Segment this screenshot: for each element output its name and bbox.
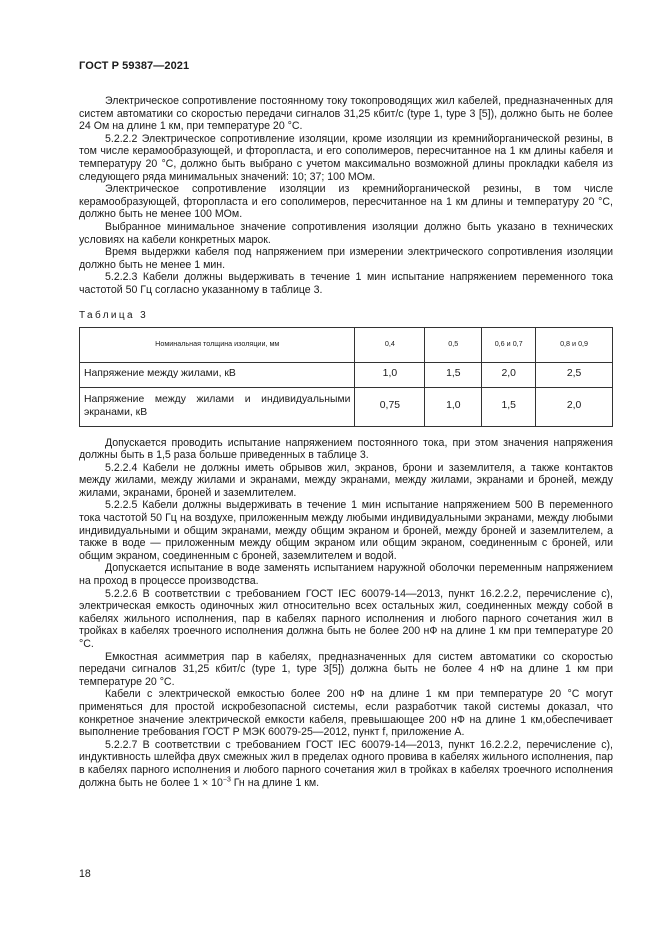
document-body	[79, 95, 613, 789]
table-row-label: Напряжение между жилами, кВ	[80, 362, 355, 387]
table-header-cell: 0,5	[425, 327, 482, 362]
paragraph: Время выдержки кабеля под напряжением при измерении электрического сопротивления изоляции должно быть не менее 1 мин.	[79, 246, 613, 271]
table-header-cell: 0,4	[355, 327, 425, 362]
paragraph: 5.2.2.3 Кабели должны выдерживать в течение 1 мин испытание напряжением переменного тока частотой 50 Гц согласно указанному в таблице 3.	[79, 271, 613, 296]
table-caption: Таблица 3	[79, 309, 149, 321]
table-cell: 1,5	[425, 362, 482, 387]
paragraph-text: 5.2.2.7 В соответствии с требованием ГОСТ IEC 60079-14—2013, пункт 16.2.2.2, перечисление с), индуктивность шлейфа двух смежных жил в пределах одного провива в кабелях жильного исполнения, пар в кабелях парного исполнения и любого парного сочетания жил в тройках в кабелях троечного исполнения должна быть не более 1 × 10	[79, 738, 613, 789]
table-header-cell: 0,6 и 0,7	[482, 327, 536, 362]
paragraph: 5.2.2.4 Кабели не должны иметь обрывов жил, экранов, брони и заземлителя, а также контактов между жилами, между жилами и экранами, между экранами, между жилами, экранами и броней, между жилами, экранами, броней и заземлителем.	[79, 461, 613, 499]
paragraph: 5.2.2.2 Электрическое сопротивление изоляции, кроме изоляции из кремнийорганической резины, в том числе керамообразующей, и фторопласта, и его сополимеров, пересчитанное на 1 км длины кабеля и температуру 20 °С, должно быть выбрано с учетом максимально возможной длины прокладки кабеля из следующего ряда минимальных значений: 10; 37; 100 МОм.	[79, 132, 613, 183]
table-cell: 2,0	[536, 387, 613, 426]
table-header-cell: 0,8 и 0,9	[536, 327, 613, 362]
table-cell: 2,0	[482, 362, 536, 387]
paragraph: Электрическое сопротивление постоянному току токопроводящих жил кабелей, предназначенных для систем автоматики со скоростью передачи сигналов 31,25 кбит/с (type 1, type 3 [5]), должно быть не более 24 Ом на длине 1 км, при температуре 20 °С.	[79, 95, 613, 133]
paragraph: 5.2.2.6 В соответствии с требованием ГОСТ IEC 60079-14—2013, пункт 16.2.2.2, перечисление с), электрическая емкость одиночных жил относительно всех остальных жил, соединенных между собой в кабелях жильного исполнения, пар в кабелях парного исполнения и любого парного сочетания жил в тройках в кабелях троечного исполнения должна быть не более 200 нФ на длине 1 км при температуре 20 °С.	[79, 587, 613, 650]
table-header-row	[80, 327, 613, 362]
paragraph: Емкостная асимметрия пар в кабелях, предназначенных для систем автоматики со скоростью передачи сигналов 31,25 кбит/с (type 1, type 3[5]) должна быть не более 4 нФ на длине 1 км при температуре 20 °С.	[79, 650, 613, 688]
paragraph: Электрическое сопротивление изоляции из кремнийорганической резины, в том числе керамообразующей, фторопласта и его сополимеров, пересчитанное на 1 км длины и температуру 20 °С, должно быть не менее 100 МОм.	[79, 183, 613, 221]
paragraph	[79, 739, 613, 789]
insulation-test-table	[79, 327, 613, 427]
document-header: ГОСТ Р 59387—2021	[79, 60, 190, 72]
table-row-label: Напряжение между жилами и индивидуальными экранами, кВ	[80, 387, 355, 426]
paragraph: Допускается испытание в воде заменять испытанием наружной оболочки переменным напряжением на проход в процессе производства.	[79, 562, 613, 588]
table-header-cell: Номинальная толщина изоляции, мм	[80, 327, 355, 362]
table-row	[80, 362, 613, 387]
paragraph: 5.2.2.5 Кабели должны выдерживать в течение 1 мин испытание напряжением 500 В переменного тока частотой 50 Гц на воздухе, приложенным между любыми индивидуальными экранами, между любыми индивидуальными и общим экранами, между общим экраном и броней, между броней и заземлителем, а также в воде — приложенным между общим экраном или общим экраном, соединенным с броней, или общим экраном, соединенным с броней, заземлителем и водой.	[79, 499, 613, 562]
page-number: 18	[79, 868, 91, 880]
paragraph: Допускается проводить испытание напряжением постоянного тока, при этом значения напряжения должны быть в 1,5 раза больше приведенных в таблице 3.	[79, 436, 613, 462]
table-cell: 2,5	[536, 362, 613, 387]
table-cell: 0,75	[355, 387, 425, 426]
paragraph-text: Гн на длине 1 км.	[230, 776, 320, 789]
exponent: −3	[222, 776, 231, 783]
paragraph: Выбранное минимальное значение сопротивления изоляции должно быть указано в технических условиях на кабели конкретных марок.	[79, 220, 613, 246]
table-cell: 1,0	[425, 387, 482, 426]
table-cell: 1,0	[355, 362, 425, 387]
paragraph: Кабели с электрической емкостью более 200 нФ на длине 1 км при температуре 20 °С могут применяться для простой искробезопасной системы, если разработчик такой системы доказал, что конкретное значение электрической емкости кабеля, превышающее 200 нФ на длине 1 км,обеспечивает выполнение требования ГОСТ Р МЭК 60079-25—2012, пункт f, приложение А.	[79, 688, 613, 739]
table-cell: 1,5	[482, 387, 536, 426]
table-row	[80, 387, 613, 426]
